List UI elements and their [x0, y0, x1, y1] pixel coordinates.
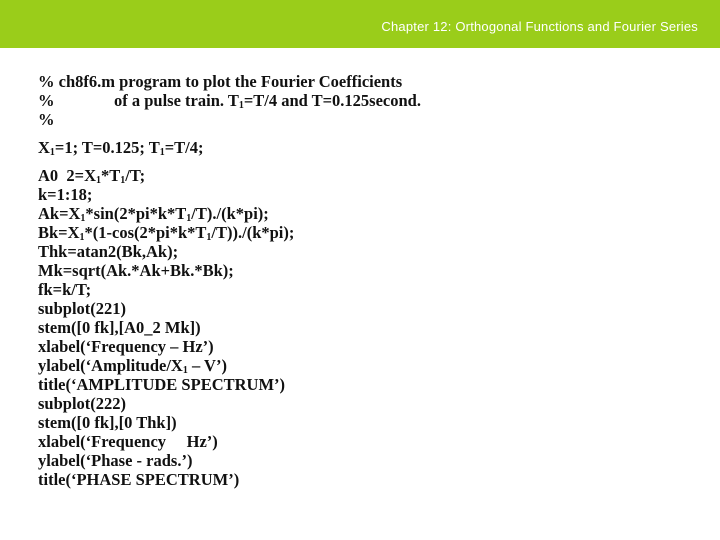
code-line — [38, 223, 598, 242]
code-line — [38, 432, 598, 451]
code-line — [38, 394, 598, 413]
code-text: k=1:18; — [38, 185, 93, 204]
code-text: title(‘AMPLITUDE SPECTRUM’) — [38, 375, 286, 394]
code-text: xlabel(‘Frequency Hz’) — [38, 432, 218, 451]
code-subscript: 1 — [80, 213, 86, 224]
code-text: Ak=X — [38, 204, 81, 223]
code-text: Mk=sqrt(Ak.*Ak+Bk.*Bk); — [38, 261, 234, 280]
code-text: fk=k/T; — [38, 280, 92, 299]
code-line — [38, 185, 598, 204]
code-comment-line — [38, 110, 598, 129]
code-text: % ch8f6.m program to plot the Fourier Coefficients — [38, 72, 403, 91]
code-text: =T/4 and T=0.125second. — [243, 91, 421, 110]
code-line — [38, 166, 598, 185]
code-text: Bk=X — [38, 223, 80, 242]
code-line — [38, 470, 598, 489]
code-text: *(1-cos(2*pi*k*T — [84, 223, 207, 242]
code-gap — [38, 129, 598, 138]
code-line — [38, 280, 598, 299]
code-text: *T — [100, 166, 121, 185]
code-text: Thk=atan2(Bk,Ak); — [38, 242, 179, 261]
code-gap — [38, 157, 598, 166]
code-text: of a pulse train. T — [114, 91, 239, 110]
code-text: % — [38, 110, 55, 129]
code-line — [38, 261, 598, 280]
code-text: A0 2=X — [38, 166, 96, 185]
code-listing — [38, 72, 598, 489]
code-line — [38, 356, 598, 375]
code-subscript: 1 — [49, 147, 55, 158]
code-line — [38, 242, 598, 261]
code-text: title(‘PHASE SPECTRUM’) — [38, 470, 240, 489]
code-text: subplot(222) — [38, 394, 127, 413]
code-text: xlabel(‘Frequency – Hz’) — [38, 337, 214, 356]
code-line — [38, 318, 598, 337]
code-subscript: 1 — [79, 232, 85, 243]
code-line — [38, 204, 598, 223]
code-subscript: 1 — [159, 147, 165, 158]
code-line — [38, 337, 598, 356]
code-line — [38, 375, 598, 394]
header-bar — [0, 0, 720, 48]
code-line — [38, 299, 598, 318]
code-text: % — [38, 91, 55, 110]
code-comment-line — [38, 72, 598, 91]
code-text: /T))./(k*pi); — [211, 223, 295, 242]
code-text: *sin(2*pi*k*T — [85, 204, 187, 223]
code-text: X — [38, 138, 50, 157]
code-text: /T; — [125, 166, 146, 185]
code-text: ylabel(‘Amplitude/X — [38, 356, 183, 375]
code-subscript: 1 — [238, 100, 244, 111]
code-subscript: 1 — [120, 175, 126, 186]
code-line — [38, 413, 598, 432]
code-text: ylabel(‘Phase - rads.’) — [38, 451, 193, 470]
code-line — [38, 138, 598, 157]
code-text: =1; T=0.125; T — [54, 138, 160, 157]
code-text: =T/4; — [164, 138, 204, 157]
code-line — [38, 451, 598, 470]
code-text: /T)./(k*pi); — [191, 204, 269, 223]
code-text: subplot(221) — [38, 299, 127, 318]
code-text: stem([0 fk],[0 Thk]) — [38, 413, 177, 432]
code-subscript: 1 — [95, 175, 101, 186]
code-comment-line — [38, 91, 598, 110]
code-text: stem([0 fk],[A0_2 Mk]) — [38, 318, 201, 337]
code-subscript: 1 — [182, 365, 188, 376]
code-text: – V’) — [187, 356, 227, 375]
code-subscript: 1 — [206, 232, 212, 243]
slide-title: Chapter 12: Orthogonal Functions and Fourier Series — [381, 19, 698, 34]
code-subscript: 1 — [186, 213, 192, 224]
